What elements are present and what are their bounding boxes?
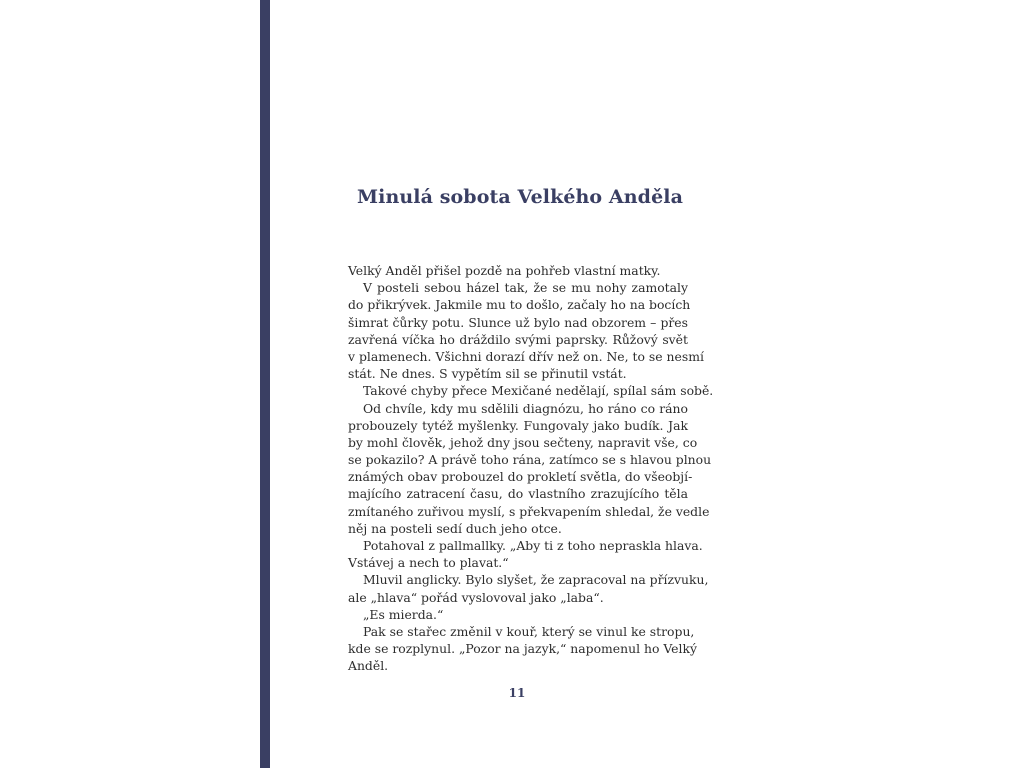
text-line: V posteli sebou házel tak, že se mu nohy zamotaly bbox=[363, 280, 688, 296]
text-line: Vstávej a nech to plavat.“ bbox=[348, 555, 509, 571]
text-line: zavřená víčka ho dráždilo svými paprsky. Růžový svět bbox=[348, 331, 688, 347]
text-line: Takové chyby přece Mexičané nedělají, spílal sám sobě. bbox=[363, 383, 714, 399]
text-line: do přikrývek. Jakmile mu to došlo, začaly ho na bocích bbox=[348, 297, 691, 313]
text-line: zmítaného zuřivou myslí, s překvapením shledal, že vedle bbox=[348, 503, 710, 519]
text-line: probouzely tytéž myšlenky. Fungovaly jako budík. Jak bbox=[348, 417, 688, 433]
text-line: se pokazilo? A právě toho rána, zatímco se s hlavou plnou bbox=[348, 452, 712, 468]
text-line: něj na posteli sedí duch jeho otce. bbox=[348, 520, 562, 536]
text-line: Mluvil anglicky. Bylo slyšet, že zapracoval na přízvuku, bbox=[363, 572, 709, 588]
text-line: „Es mierda.“ bbox=[363, 606, 444, 622]
text-line: ale „hlava“ pořád vyslovoval jako „laba“. bbox=[348, 589, 604, 605]
text-line: majícího zatracení času, do vlastního zrazujícího těla bbox=[348, 486, 688, 502]
text-line: známých obav probouzel do prokletí světla, do všeobjí- bbox=[348, 469, 693, 485]
text-line: Od chvíle, kdy mu sdělili diagnózu, ho ráno co ráno bbox=[363, 400, 688, 416]
text-line: v plamenech. Všichni dorazí dřív než on. Ne, to se nesmí bbox=[348, 348, 704, 364]
text-line: Anděl. bbox=[348, 658, 389, 674]
text-line: Potahoval z pallmallky. „Aby ti z toho nepraskla hlava. bbox=[363, 538, 703, 553]
text-line: kde se rozplynul. „Pozor na jazyk,“ napomenul ho Velký bbox=[348, 641, 697, 657]
text-line: Pak se stařec změnil v kouř, který se vinul ke stropu, bbox=[363, 623, 695, 639]
chapter-title: Minulá sobota Velkého Anděla bbox=[357, 186, 683, 208]
page-number: 11 bbox=[508, 686, 526, 700]
text-line: stát. Ne dnes. S vypětím sil se přinutil vstát. bbox=[348, 366, 627, 382]
text-line: šimrat čůrky potu. Slunce už bylo nad obzorem – přes bbox=[348, 314, 688, 330]
book-spine-bar bbox=[260, 0, 270, 768]
body-text bbox=[348, 262, 714, 675]
text-line: by mohl člověk, jehož dny jsou sečteny, napravit vše, co bbox=[348, 434, 698, 450]
text-line: Velký Anděl přišel pozdě na pohřeb vlastní matky. bbox=[348, 263, 661, 278]
